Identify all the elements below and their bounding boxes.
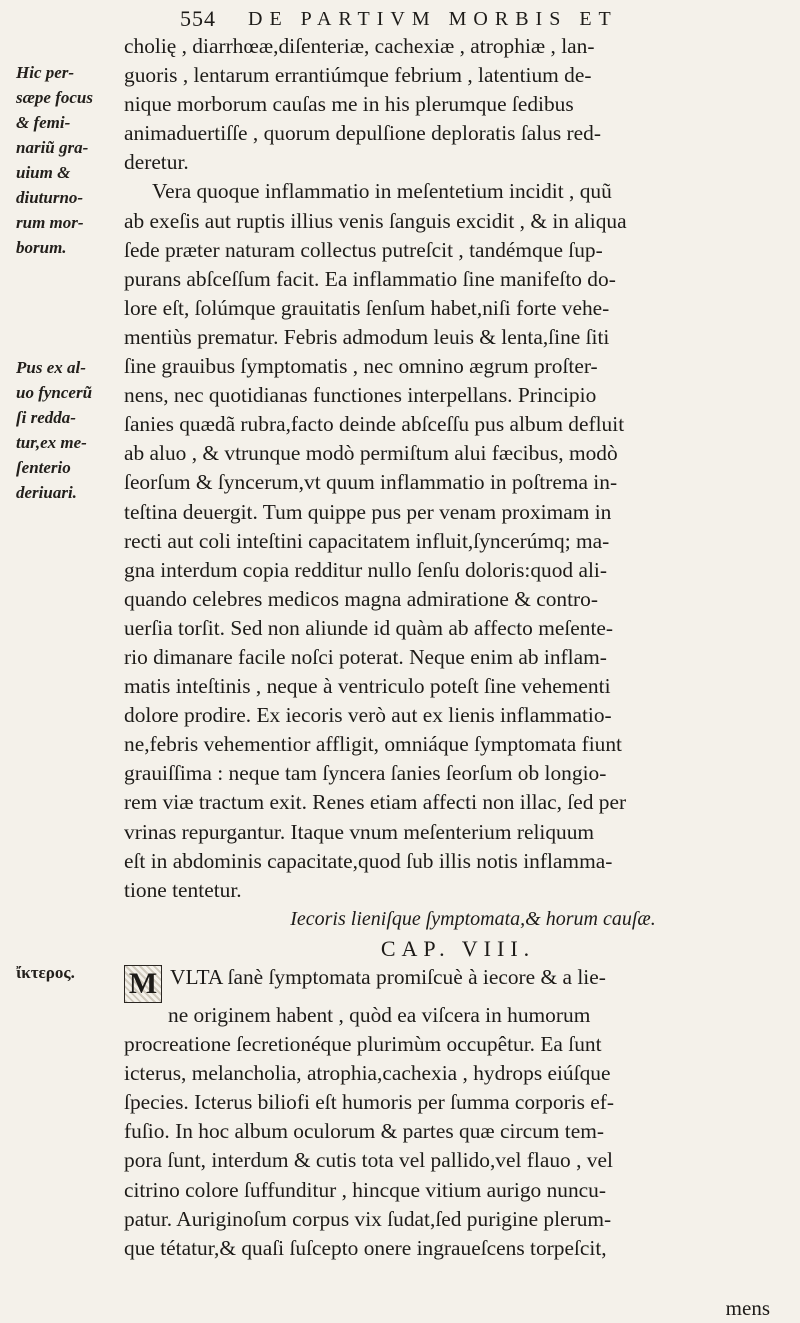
text-line: matis inteſtinis , neque à ventriculo poteſt ſine vehementi: [124, 674, 611, 699]
text-line: procreatione ſecretionéque plurimùm occupêtur. Ea ſunt: [124, 1032, 602, 1057]
text-line: lore eſt, ſolúmque grauitatis ſenſum habet,niſi forte vehe-: [124, 295, 610, 320]
text-line: fuſio. In hoc album oculorum & partes quæ circum tem-: [124, 1119, 604, 1144]
text-line: rem viæ tractum exit. Renes etiam affecti non illac, ſed per: [124, 790, 627, 815]
text-line: tione tentetur.: [124, 877, 242, 902]
text-line: nens, nec quotidianas functiones interpellans. Principio: [124, 383, 597, 408]
chapter-subheading: Iecoris lieniſque ſymptomata,& horum cauſæ.: [290, 907, 656, 930]
text-line: ne originem habent , quòd ea viſcera in humorum: [168, 1003, 591, 1027]
text-line: quando celebres medicos magna admiratione & contro-: [124, 586, 598, 611]
margin-note-line: ſenterio: [16, 458, 71, 477]
text-line: vrinas repurgantur. Itaque vnum meſenterium reliquum: [124, 819, 595, 844]
margin-note-line: Hic per-: [16, 63, 75, 82]
text-line: mentiùs prematur. Febris admodum leuis & lenta,ſine ſiti: [124, 324, 610, 349]
margin-note-line: ſi redda-: [16, 408, 76, 427]
margin-note-3: [16, 960, 124, 985]
text-line: pora ſunt, interdum & cutis tota vel pallido,vel flauo , vel: [124, 1148, 613, 1173]
catchword: mens: [725, 1296, 770, 1320]
text-line: VLTA ſanè ſymptomata promiſcuè à iecore & a lie-: [170, 965, 606, 989]
margin-note-line: rum mor-: [16, 213, 84, 232]
margin-note-line: uo fyncerũ: [16, 383, 93, 402]
margin-note-line: tur,ex me-: [16, 433, 87, 452]
text-line: grauiſſima : neque tam ſyncera ſanies ſeorſum ob longio-: [124, 761, 607, 786]
text-line: ab exeſis aut ruptis illius venis ſanguis excidit , & in aliqua: [124, 208, 627, 233]
text-line: que tétatur,& quaſi ſuſcepto onere ingraueſcens torpeſcit,: [124, 1235, 607, 1260]
text-line: ſpecies. Icterus biliofi eſt humoris per ſumma corporis ef-: [124, 1090, 615, 1115]
text-line: rio dimanare facile noſci poterat. Neque enim ab inflam-: [124, 644, 607, 669]
chapter-number: CAP. VIII.: [380, 935, 536, 961]
margin-note-line: uium &: [16, 163, 71, 182]
margin-note-line: borum.: [16, 238, 67, 257]
text-line: citrino colore ſuffunditur , hincque vitium aurigo nuncu-: [124, 1177, 606, 1202]
text-line: ab aluo , & vtrunque modò permiſtum alui fæcibus, modò: [124, 441, 618, 466]
text-line: ſeorſum & ſyncerum,vt quum inflammatio in poſtrema in-: [124, 470, 618, 495]
running-head: DE PARTIVM MORBIS ET: [248, 8, 618, 30]
margin-note-line: sæpe focus: [16, 88, 93, 107]
text-line: purans abſceſſum facit. Ea inflammatio ſine manifeſto do-: [124, 266, 616, 291]
dropcap-initial: M: [124, 965, 162, 1003]
text-line: nique morborum cauſas me in his plerumque ſedibus: [124, 92, 574, 117]
text-line: uerſia torſit. Sed non aliunde id quàm ab affecto meſente-: [124, 615, 614, 640]
text-line: eſt in abdominis capacitate,quod ſub illis notis inflamma-: [124, 848, 613, 873]
margin-note-line: ἴκτερος.: [16, 963, 75, 982]
margin-note-2: [16, 355, 124, 505]
margin-note-1: [16, 60, 124, 260]
text-line: ſine grauibus ſymptomatis , nec omnino ægrum proſter-: [124, 354, 598, 379]
text-line: gna interdum copia redditur nullo ſenſu doloris:quod ali-: [124, 557, 607, 582]
page-header: [0, 2, 800, 34]
text-line: teſtina deuergit. Tum quippe pus per venam proximam in: [124, 499, 612, 524]
margin-note-line: deriuari.: [16, 483, 77, 502]
text-line: ſede præter naturam collectus putreſcit , tandémque ſup-: [124, 237, 603, 262]
text-line: patur. Auriginoſum corpus vix ſudat,ſed purigine plerum-: [124, 1206, 612, 1231]
text-line: deretur.: [124, 150, 189, 175]
text-line: recti aut coli inteſtini capacitatem influit,ſyncerúmq; ma-: [124, 528, 610, 553]
text-line: dolore prodire. Ex iecoris verò aut ex lienis inflammatio-: [124, 703, 612, 728]
text-line: icterus, melancholia, atrophia,cachexia , hydrops eiúſque: [124, 1061, 611, 1086]
margin-note-line: nariũ gra-: [16, 138, 89, 157]
margin-note-line: & femi-: [16, 113, 71, 132]
chapter-first-line: [124, 963, 792, 1001]
text-line: cholię , diarrhœæ,diſenteriæ, cachexiæ , atrophiæ , lan-: [124, 34, 595, 58]
text-line: animaduertiſſe , quorum depulſione deploratis ſalus red-: [124, 121, 601, 146]
margin-note-line: diuturno-: [16, 188, 84, 207]
page-number: 554: [180, 6, 216, 31]
margin-note-line: Pus ex al-: [16, 358, 86, 377]
text-line: ſanies quædã rubra,facto deinde abſceſſu pus album defluit: [124, 412, 625, 437]
text-line: ne,febris vehementior affligit, omniáque ſymptomata fiunt: [124, 732, 622, 757]
main-text: [124, 32, 792, 1263]
text-line: Vera quoque inflammatio in meſentetium incidit , quũ: [152, 179, 612, 204]
text-line: guoris , lentarum errantiúmque febrium , latentium de-: [124, 63, 592, 88]
